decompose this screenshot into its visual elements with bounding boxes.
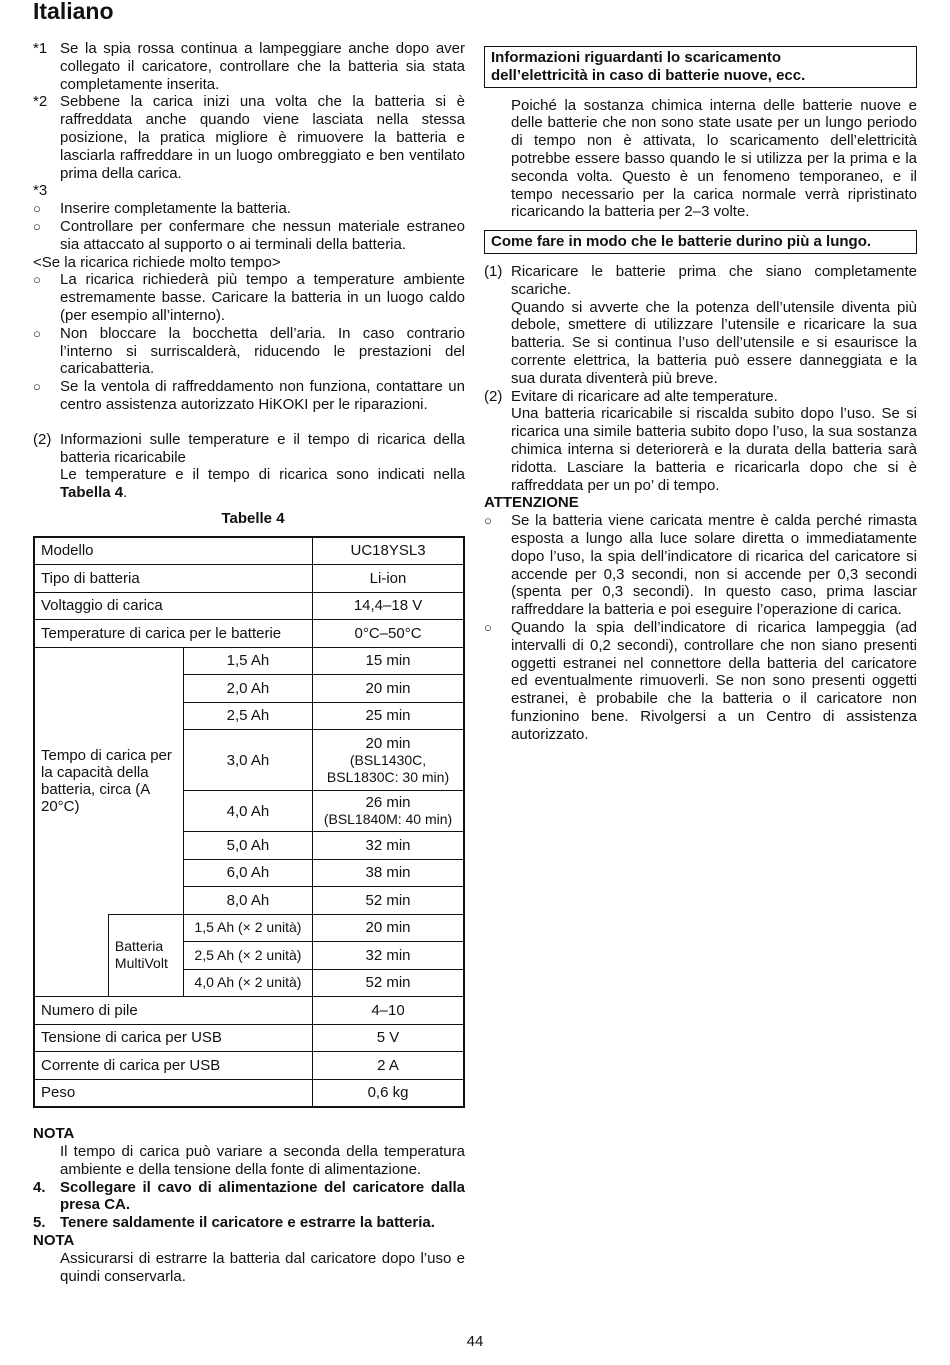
bullet-item: [33, 271, 465, 324]
bullet-text: Se la batteria viene caricata mentre è calda perché rimasta esposta a lungo alla luce solare diretta o immediatamente dopo l’uso, la spia dell’indicatore di ricarica del caricatore si accende per 0,3 secondi, non si accende per 0,3 secondi (spenta per 0,3 secondi). In questo caso, prima lasciar raffreddare la batteria e poi eseguire l’operazione di carica.: [511, 512, 917, 619]
long-charge-heading: <Se la ricarica richiede molto tempo>: [33, 253, 281, 271]
time-value: 26 min: [365, 794, 411, 812]
time-cell: 32 min: [313, 942, 464, 970]
nota-heading: NOTA: [33, 1232, 75, 1249]
circle-bullet-icon: ○: [484, 619, 492, 635]
bullet-item: [33, 200, 465, 218]
step-5: [33, 1214, 465, 1232]
specifications-table: [33, 536, 465, 1109]
body-text: Le temperature e il tempo di ricarica sono indicati nella: [60, 466, 465, 484]
page-number: 44: [466, 1333, 484, 1350]
section-title: Informazioni sulle temperature e il tempo di ricarica della batteria ricaricabile: [60, 430, 465, 466]
time-cell: [313, 791, 464, 832]
tip-2: [484, 388, 917, 406]
section-label: (2): [33, 430, 52, 448]
time-note: (BSL1430C, BSL1830C: 30 min): [326, 751, 450, 785]
note-label: *1: [33, 40, 48, 57]
row-value: 4–10: [313, 997, 464, 1025]
capacity-cell: 3,0 Ah: [183, 730, 312, 791]
heading-word: lo: [666, 49, 681, 66]
section-2-heading: [33, 431, 465, 467]
bullet-text: Inserire completamente la batteria.: [60, 200, 291, 218]
time-value: 20 min: [365, 734, 411, 752]
tip-label: (2): [484, 387, 503, 405]
section-2-body: [33, 466, 465, 502]
time-cell: 52 min: [313, 887, 464, 915]
discharge-info-body: Poiché la sostanza chimica interna delle batterie nuove e delle batterie che non sono state usate per un lungo periodo di tempo non è attivata, lo scaricamento dell’elettricità potrebbe essere basso quando le si utilizza per la prima e la seconda volta. Questo è un fenomeno temporaneo, e il tempo necessario per la carica normale verrà ripristinato ricaricando la batteria per 2–3 volte.: [511, 96, 917, 221]
tip-label: (1): [484, 262, 503, 280]
table-row: [34, 565, 464, 593]
capacity-cell: 2,5 Ah (× 2 unità): [183, 942, 312, 970]
bullet-item: [484, 512, 917, 619]
bullet-text: Quando la spia dell’indicatore di ricarica lampeggia (ad intervalli di 0,2 secondi), controllare che non siano presenti oggetti estranei nel connettore della batteria del caricatore ed eventualmente rimuoverli. Se non sono presenti oggetti estranei, è probabile che la batteria o il caricatore non funzionino bene. Rivolgersi a un Centro di assistenza autorizzato.: [511, 618, 917, 743]
table-row: [34, 620, 464, 648]
discharge-info-heading: [484, 46, 917, 88]
step-number: 4.: [33, 1178, 46, 1196]
body-text: .: [123, 484, 128, 502]
step-text: Tenere saldamente il caricatore e estrarre la batteria.: [60, 1214, 435, 1232]
bullet-item: [33, 378, 465, 414]
circle-bullet-icon: ○: [33, 201, 41, 217]
step-4: [33, 1179, 465, 1215]
bullet-item: [484, 619, 917, 744]
capacity-cell: 6,0 Ah: [183, 859, 312, 887]
heading-line: [491, 49, 910, 67]
time-note: (BSL1840M: 40 min): [323, 811, 453, 828]
capacity-cell: 4,0 Ah: [183, 791, 312, 832]
right-column: [484, 46, 917, 743]
time-cell: 52 min: [313, 969, 464, 997]
note-text: [60, 182, 465, 200]
circle-bullet-icon: ○: [33, 325, 41, 341]
circle-bullet-icon: ○: [33, 379, 41, 395]
circle-bullet-icon: ○: [33, 218, 41, 234]
time-cell: 38 min: [313, 859, 464, 887]
capacity-cell: 2,0 Ah: [183, 675, 312, 703]
charge-time-label: Tempo di carica per la capacità della batteria, circa (A 20°C): [34, 647, 183, 914]
note-2: [33, 93, 465, 182]
time-cell: 15 min: [313, 647, 464, 675]
table-row: [34, 1024, 464, 1052]
row-label: Tensione di carica per USB: [34, 1024, 313, 1052]
note-1: [33, 40, 465, 93]
bullet-text: Se la ventola di raffreddamento non funziona, contattare un centro assistenza autorizzato HiKOKI per le riparazioni.: [60, 378, 465, 413]
battery-life-heading: Come fare in modo che le batterie durino più a lungo.: [484, 230, 917, 254]
note-text: Se la spia rossa continua a lampeggiare anche dopo aver collegato il caricatore, controllare che la batteria sia stata completamente inserita.: [60, 40, 465, 93]
note-label: *2: [33, 93, 48, 111]
row-label: Temperature di carica per le batterie: [34, 620, 313, 648]
time-cell: 20 min: [313, 914, 464, 942]
heading-word: riguardanti: [584, 49, 663, 66]
bullet-item: [33, 325, 465, 378]
heading-line: dell’elettricità in caso di batterie nuove, ecc.: [491, 66, 806, 84]
bullet-item: [33, 218, 465, 254]
circle-bullet-icon: ○: [33, 272, 41, 288]
bullet-text: Non bloccare la bocchetta dell’aria. In caso contrario l’interno si surriscalderà, riducendo le prestazioni del caricabatteria.: [60, 324, 465, 378]
table-row: [34, 997, 464, 1025]
time-cell: [313, 730, 464, 791]
attention-heading: ATTENZIONE: [484, 494, 579, 512]
capacity-cell: 1,5 Ah: [183, 647, 312, 675]
tip-body: Una batteria ricaricabile si riscalda subito dopo l’uso. Se si ricarica una simile batteria subito dopo l’uso, la sua sostanza chimica interna si deteriorerà e la durata della batteria sarà ridotta. Lasciare la batteria e ricaricarla dopo che si è raffreddata per un po’ di tempo.: [511, 405, 917, 494]
multivolt-label: Batteria MultiVolt: [108, 914, 183, 997]
row-label: Numero di pile: [34, 997, 313, 1025]
language-heading: Italiano: [33, 0, 114, 24]
table-row: [34, 647, 464, 675]
row-value: 2 A: [313, 1052, 464, 1080]
capacity-cell: 4,0 Ah (× 2 unità): [183, 969, 312, 997]
bullet-text: La ricarica richiederà più tempo a temperature ambiente estremamente basse. Caricare la batteria in un luogo caldo (per esempio all’interno).: [60, 271, 465, 324]
caption-text: Tabelle 4: [221, 509, 285, 527]
left-column: [33, 40, 465, 1285]
heading-word: Informazioni: [491, 49, 581, 66]
step-number: 5.: [33, 1214, 46, 1232]
table-row: [34, 537, 464, 565]
table-row: [34, 1079, 464, 1107]
row-label: Corrente di carica per USB: [34, 1052, 313, 1080]
time-cell: 20 min: [313, 675, 464, 703]
note-3: [33, 182, 465, 200]
tip-body: Quando si avverte che la potenza dell’utensile diventa più debole, smettere di utilizzare l’utensile e ricaricare la sua batteria. Se si continua l’uso dell’utensile e si esaurisce la corrente elettrica, la batteria può essere danneggiata e la sua durata diventerà più breve.: [511, 298, 917, 387]
table-row: [34, 592, 464, 620]
row-label: Voltaggio di carica: [34, 592, 313, 620]
tip-1: [484, 263, 917, 299]
table-caption: [33, 510, 465, 528]
heading-word: scaricamento: [684, 49, 782, 66]
time-cell: 25 min: [313, 702, 464, 730]
table-row: [34, 914, 464, 942]
blank-cell: [34, 914, 108, 997]
row-value: UC18YSL3: [313, 537, 464, 565]
nota-text: Assicurarsi di estrarre la batteria dal caricatore dopo l’uso e quindi conservarla.: [60, 1249, 465, 1285]
row-value: Li-ion: [313, 565, 464, 593]
capacity-cell: 2,5 Ah: [183, 702, 312, 730]
row-value: 0°C–50°C: [313, 620, 464, 648]
note-label: *3: [33, 182, 48, 200]
tip-title: Ricaricare le batterie prima che siano completamente scariche.: [511, 262, 917, 298]
circle-bullet-icon: ○: [484, 513, 492, 529]
bullet-text: Controllare per confermare che nessun materiale estraneo sia attaccato al supporto o ai terminali della batteria.: [60, 217, 465, 253]
step-text: Scollegare il cavo di alimentazione del caricatore dalla presa CA.: [60, 1178, 465, 1214]
row-value: 0,6 kg: [313, 1079, 464, 1107]
row-value: 14,4–18 V: [313, 592, 464, 620]
capacity-cell: 8,0 Ah: [183, 887, 312, 915]
table-reference: Tabella 4: [60, 484, 124, 502]
row-value: 5 V: [313, 1024, 464, 1052]
time-cell: 32 min: [313, 832, 464, 860]
nota-text: Il tempo di carica può variare a seconda della temperatura ambiente e della tensione della fonte di alimentazione.: [60, 1143, 465, 1178]
table-row: [34, 1052, 464, 1080]
row-label: Modello: [34, 537, 313, 565]
capacity-cell: 5,0 Ah: [183, 832, 312, 860]
note-text: Sebbene la carica inizi una volta che la batteria si è raffreddata anche quando viene lasciata nella stessa posizione, la pratica migliore è rimuovere la batteria e lasciarla raffreddare in un luogo ombreggiato e ben ventilato prima della carica.: [60, 93, 465, 182]
capacity-cell: 1,5 Ah (× 2 unità): [183, 914, 312, 942]
row-label: Peso: [34, 1079, 313, 1107]
tip-title: Evitare di ricaricare ad alte temperature.: [511, 387, 778, 405]
nota-heading: NOTA: [33, 1125, 75, 1143]
row-label: Tipo di batteria: [34, 565, 313, 593]
